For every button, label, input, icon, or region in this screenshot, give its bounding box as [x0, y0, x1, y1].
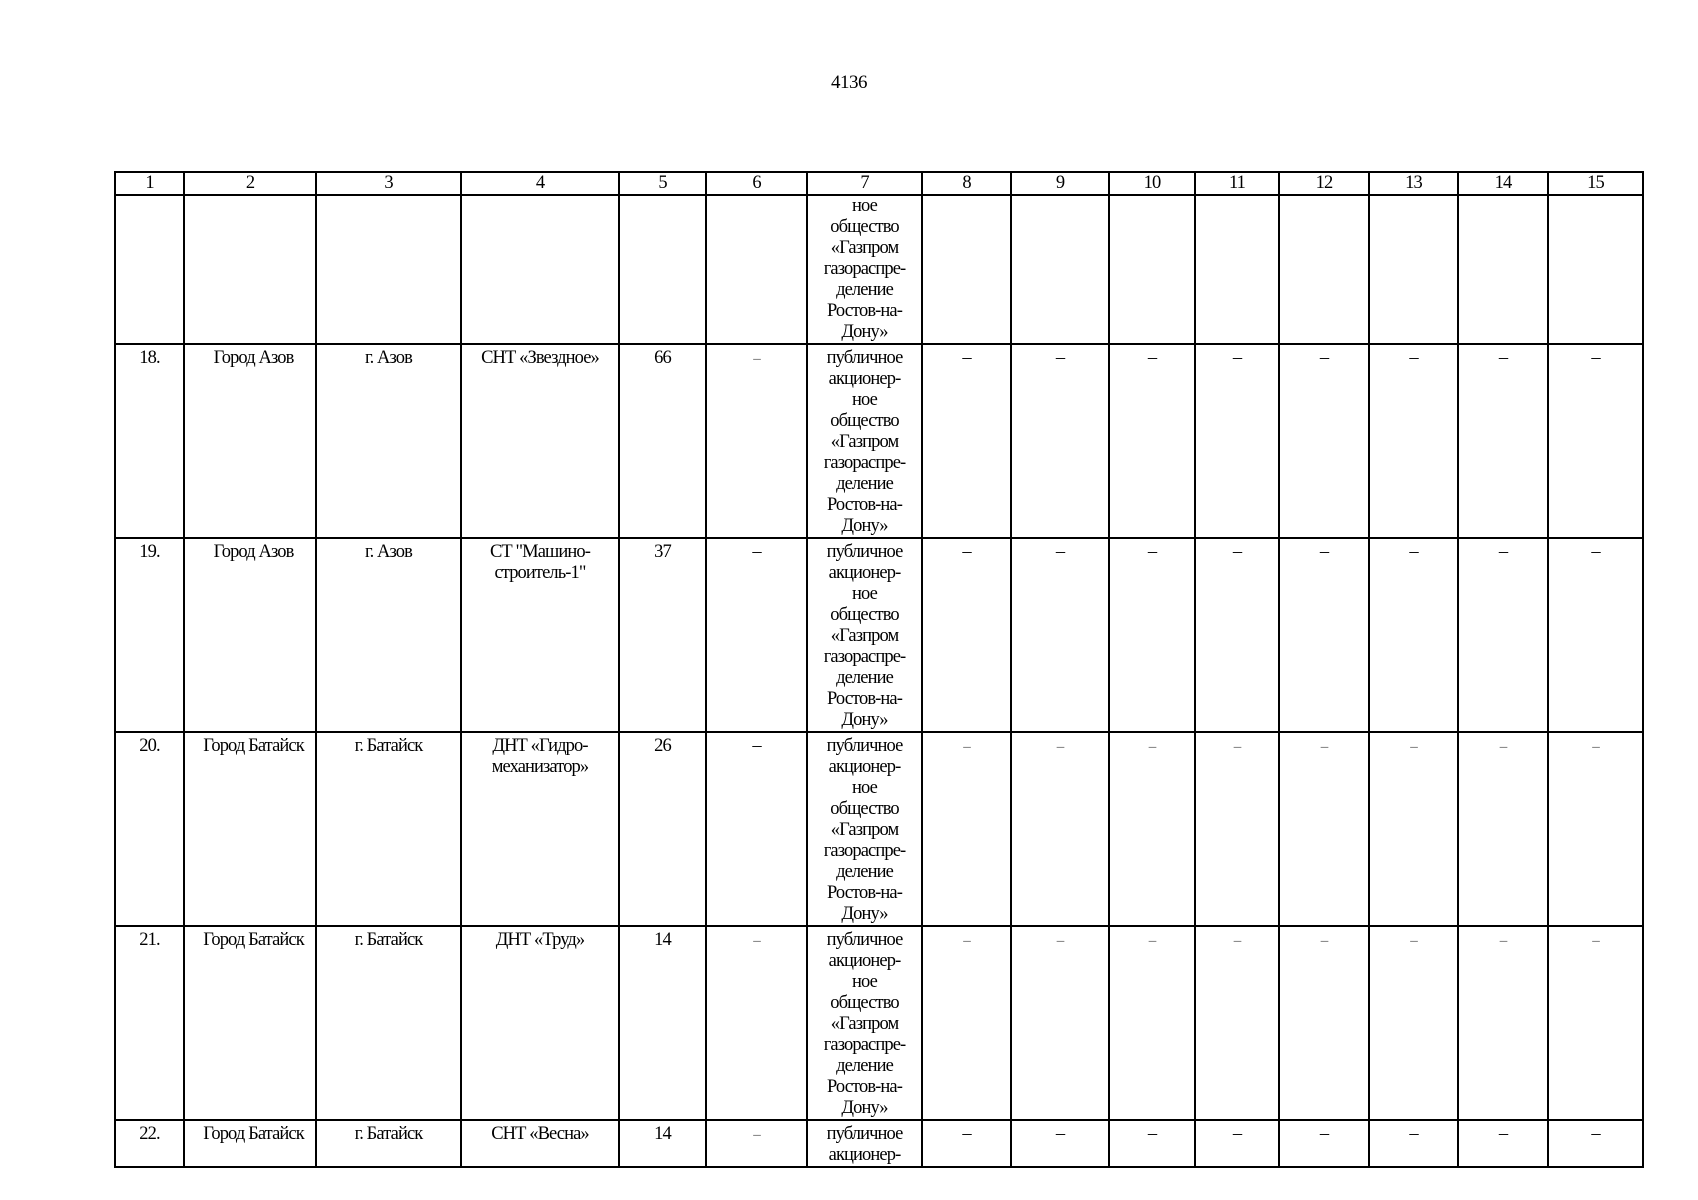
org-line: Ростов-на-	[826, 495, 902, 515]
value-cell	[1548, 538, 1643, 732]
org-line: Дону»	[841, 1098, 888, 1118]
dash-mark: –	[963, 739, 970, 755]
dash-mark: –	[1409, 1124, 1418, 1144]
dash-mark: –	[962, 348, 971, 368]
table-cell	[461, 195, 619, 344]
table-cell	[1195, 195, 1279, 344]
org-line: Ростов-на-	[826, 1077, 902, 1097]
value-cell	[1279, 1120, 1369, 1167]
org-line: Ростов-на-	[826, 689, 902, 709]
org-line: ное	[852, 972, 877, 992]
header-cell: 13	[1369, 172, 1458, 195]
dash-mark: –	[1055, 1124, 1065, 1144]
org-line: публичное	[826, 736, 903, 756]
value-cell	[1011, 344, 1109, 538]
org-line: деление	[836, 474, 893, 494]
value-cell	[1458, 344, 1548, 538]
col6-cell	[706, 344, 807, 538]
table-cell	[1279, 195, 1369, 344]
org-line: деление	[836, 280, 893, 300]
locality-cell: г. Батайск	[316, 926, 461, 1120]
row-number: 22.	[115, 1120, 184, 1167]
locality-cell: г. Батайск	[316, 732, 461, 926]
dash-mark: –	[1499, 739, 1507, 755]
row-number: 20.	[115, 732, 184, 926]
partnership-name-cell	[461, 732, 619, 926]
dash-mark: –	[963, 933, 970, 949]
page-number: 4136	[831, 72, 867, 93]
table-row-continuation	[115, 195, 1643, 344]
org-line: газораспре-	[823, 841, 906, 861]
header-cell: 15	[1548, 172, 1643, 195]
dash-mark: –	[1410, 739, 1417, 755]
row-number: 19.	[115, 538, 184, 732]
dash-mark: –	[1320, 933, 1328, 949]
locality-cell: г. Азов	[316, 538, 461, 732]
table-cell	[184, 195, 316, 344]
district-cell: Город Батайск	[184, 926, 316, 1120]
org-line: «Газпром	[830, 432, 899, 452]
value-cell	[1458, 926, 1548, 1120]
value-cell	[1279, 344, 1369, 538]
locality-cell: г. Батайск	[316, 1120, 461, 1167]
org-line: «Газпром	[830, 1014, 899, 1034]
org-line: акционер-	[828, 951, 901, 971]
dash-mark: –	[752, 542, 761, 562]
col6-cell	[706, 732, 807, 926]
value-cell	[1548, 732, 1643, 926]
dash-mark: –	[1320, 739, 1328, 755]
org-line: ное	[852, 390, 877, 410]
dash-mark: –	[1319, 542, 1329, 562]
table-row	[115, 926, 1643, 1120]
table-cell	[1369, 195, 1458, 344]
dash-mark: –	[1148, 739, 1156, 755]
count-cell: 14	[619, 1120, 706, 1167]
org-line: публичное	[826, 930, 903, 950]
table-cell	[619, 195, 706, 344]
org-line: «Газпром	[830, 820, 899, 840]
dash-mark: –	[753, 1127, 760, 1143]
org-cell	[807, 1120, 922, 1167]
org-line: публичное	[826, 542, 903, 562]
dash-mark: –	[1056, 739, 1064, 755]
count-cell: 66	[619, 344, 706, 538]
value-cell	[922, 538, 1011, 732]
value-cell	[1195, 538, 1279, 732]
name-line: ДНТ «Труд»	[495, 930, 585, 950]
org-line: ное	[852, 778, 877, 798]
org-line: акционер-	[828, 1145, 901, 1165]
table-row	[115, 732, 1643, 926]
count-cell: 26	[619, 732, 706, 926]
value-cell	[1011, 732, 1109, 926]
org-line: ное	[852, 196, 877, 216]
table-cell	[1011, 195, 1109, 344]
table-cell	[316, 195, 461, 344]
org-line: общество	[830, 993, 899, 1013]
org-line: Дону»	[841, 904, 888, 924]
org-line: общество	[830, 799, 899, 819]
header-cell: 1	[115, 172, 184, 195]
org-line: Дону»	[841, 710, 888, 730]
header-cell: 14	[1458, 172, 1548, 195]
value-cell	[1369, 1120, 1458, 1167]
org-line: Ростов-на-	[826, 883, 902, 903]
district-cell: Город Азов	[184, 538, 316, 732]
dash-mark: –	[1410, 933, 1417, 949]
org-line: общество	[830, 605, 899, 625]
dash-mark: –	[1319, 348, 1329, 368]
org-line: «Газпром	[830, 626, 899, 646]
value-cell	[922, 732, 1011, 926]
name-line: СНТ «Звездное»	[481, 348, 599, 368]
org-cell	[807, 195, 922, 344]
org-line: Ростов-на-	[826, 301, 902, 321]
col6-cell	[706, 538, 807, 732]
dash-mark: –	[962, 542, 971, 562]
dash-mark: –	[1409, 348, 1418, 368]
dash-mark: –	[1591, 542, 1600, 562]
dash-mark: –	[1499, 933, 1507, 949]
row-number: 21.	[115, 926, 184, 1120]
dash-mark: –	[1232, 348, 1242, 368]
partnership-name-cell	[461, 1120, 619, 1167]
org-line: деление	[836, 862, 893, 882]
org-cell	[807, 344, 922, 538]
col6-cell	[706, 1120, 807, 1167]
dash-mark: –	[1592, 933, 1599, 949]
org-line: ное	[852, 584, 877, 604]
name-line: строитель-1"	[494, 563, 586, 583]
value-cell	[1458, 538, 1548, 732]
org-line: акционер-	[828, 757, 901, 777]
org-line: газораспре-	[823, 647, 906, 667]
value-cell	[1458, 732, 1548, 926]
value-cell	[1279, 732, 1369, 926]
table-cell	[115, 195, 184, 344]
dash-mark: –	[1591, 1124, 1600, 1144]
value-cell	[1279, 538, 1369, 732]
dash-mark: –	[1233, 933, 1241, 949]
count-cell: 14	[619, 926, 706, 1120]
value-cell	[1109, 538, 1195, 732]
value-cell	[1458, 1120, 1548, 1167]
dash-mark: –	[1232, 542, 1242, 562]
value-cell	[1548, 926, 1643, 1120]
district-cell: Город Батайск	[184, 732, 316, 926]
header-cell: 9	[1011, 172, 1109, 195]
dash-mark: –	[753, 933, 760, 949]
dash-mark: –	[1319, 1124, 1329, 1144]
value-cell	[1109, 926, 1195, 1120]
table-header-row	[115, 172, 1643, 195]
dash-mark: –	[1147, 348, 1157, 368]
dash-mark: –	[1147, 1124, 1157, 1144]
name-line: механизатор»	[491, 757, 589, 777]
value-cell	[1195, 344, 1279, 538]
name-line: ДНТ «Гидро-	[492, 736, 588, 756]
dash-mark: –	[1591, 348, 1600, 368]
table-cell	[1458, 195, 1548, 344]
header-cell: 2	[184, 172, 316, 195]
header-cell: 5	[619, 172, 706, 195]
dash-mark: –	[1498, 348, 1508, 368]
value-cell	[1109, 732, 1195, 926]
header-cell: 3	[316, 172, 461, 195]
value-cell	[1011, 1120, 1109, 1167]
name-line: СНТ «Весна»	[491, 1124, 589, 1144]
org-line: газораспре-	[823, 259, 906, 279]
org-cell	[807, 732, 922, 926]
org-line: Дону»	[841, 322, 888, 342]
org-cell	[807, 926, 922, 1120]
partnership-name-cell	[461, 926, 619, 1120]
header-cell: 11	[1195, 172, 1279, 195]
dash-mark: –	[1498, 542, 1508, 562]
org-line: публичное	[826, 1124, 903, 1144]
org-line: деление	[836, 668, 893, 688]
org-line: общество	[830, 411, 899, 431]
org-line: общество	[830, 217, 899, 237]
value-cell	[1369, 538, 1458, 732]
dash-mark: –	[753, 351, 760, 367]
value-cell	[922, 1120, 1011, 1167]
header-cell: 8	[922, 172, 1011, 195]
org-line: «Газпром	[830, 238, 899, 258]
org-line: газораспре-	[823, 453, 906, 473]
org-cell	[807, 538, 922, 732]
dash-mark: –	[1055, 542, 1065, 562]
partnership-name-cell	[461, 538, 619, 732]
value-cell	[1369, 732, 1458, 926]
table-row	[115, 344, 1643, 538]
value-cell	[922, 926, 1011, 1120]
dash-mark: –	[962, 1124, 971, 1144]
value-cell	[922, 344, 1011, 538]
partnership-name-cell	[461, 344, 619, 538]
header-cell: 4	[461, 172, 619, 195]
table-cell	[1548, 195, 1643, 344]
data-table	[114, 171, 1644, 1168]
table-cell	[706, 195, 807, 344]
org-line: газораспре-	[823, 1035, 906, 1055]
table-row	[115, 1120, 1643, 1167]
table-row	[115, 538, 1643, 732]
value-cell	[1548, 344, 1643, 538]
value-cell	[1195, 1120, 1279, 1167]
dash-mark: –	[752, 736, 761, 756]
value-cell	[1279, 926, 1369, 1120]
dash-mark: –	[1233, 739, 1241, 755]
value-cell	[1548, 1120, 1643, 1167]
value-cell	[1195, 926, 1279, 1120]
header-cell: 7	[807, 172, 922, 195]
org-line: акционер-	[828, 563, 901, 583]
header-cell: 12	[1279, 172, 1369, 195]
dash-mark: –	[1148, 933, 1156, 949]
header-cell: 6	[706, 172, 807, 195]
dash-mark: –	[1498, 1124, 1508, 1144]
district-cell: Город Батайск	[184, 1120, 316, 1167]
row-number: 18.	[115, 344, 184, 538]
dash-mark: –	[1147, 542, 1157, 562]
value-cell	[1011, 538, 1109, 732]
table-cell	[1109, 195, 1195, 344]
header-cell: 10	[1109, 172, 1195, 195]
locality-cell: г. Азов	[316, 344, 461, 538]
name-line: СТ "Машино-	[489, 542, 591, 562]
district-cell: Город Азов	[184, 344, 316, 538]
org-line: деление	[836, 1056, 893, 1076]
col6-cell	[706, 926, 807, 1120]
dash-mark: –	[1592, 739, 1599, 755]
dash-mark: –	[1056, 933, 1064, 949]
org-line: Дону»	[841, 516, 888, 536]
dash-mark: –	[1409, 542, 1418, 562]
count-cell: 37	[619, 538, 706, 732]
table-cell	[922, 195, 1011, 344]
dash-mark: –	[1232, 1124, 1242, 1144]
org-line: публичное	[826, 348, 903, 368]
value-cell	[1109, 344, 1195, 538]
value-cell	[1369, 344, 1458, 538]
dash-mark: –	[1055, 348, 1065, 368]
org-line: акционер-	[828, 369, 901, 389]
value-cell	[1011, 926, 1109, 1120]
value-cell	[1109, 1120, 1195, 1167]
value-cell	[1369, 926, 1458, 1120]
value-cell	[1195, 732, 1279, 926]
